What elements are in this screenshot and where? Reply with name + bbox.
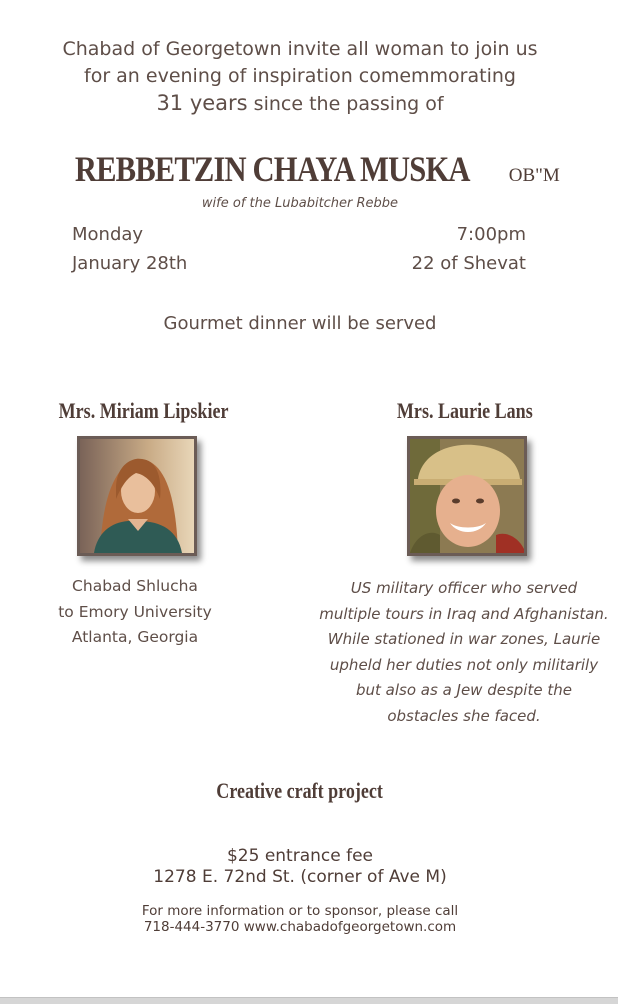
contact-line-2[interactable]: 718-444-3770 www.chabadofgeorgetown.com	[143, 919, 457, 935]
speaker-2-bio	[312, 576, 616, 730]
event-date-block	[72, 220, 187, 278]
intro-line-2: for an evening of inspiration comemmorating	[84, 65, 516, 87]
event-address: 1278 E. 72nd St. (corner of Ave M)	[153, 867, 447, 887]
bio-line: Chabad Shlucha	[72, 577, 198, 595]
event-hebrew-date: 22 of Shevat	[411, 253, 526, 274]
intro-passing: since the passing of	[247, 93, 444, 115]
invitation-intro	[0, 36, 600, 118]
event-date: January 28th	[72, 253, 188, 274]
dinner-note: Gourmet dinner will be served	[163, 313, 437, 334]
event-time-block	[412, 220, 526, 278]
bio-line: obstacles she faced.	[387, 706, 541, 725]
speaker-1-bio	[40, 574, 230, 651]
portrait-photo-icon	[410, 439, 524, 553]
contact-info	[0, 903, 600, 935]
portrait-photo-icon	[80, 439, 194, 553]
intro-years: 31 years	[156, 91, 248, 115]
honoree-title	[0, 148, 600, 190]
bio-line: but also as a Jew despite the	[356, 681, 572, 700]
bio-line: multiple tours in Iraq and Afghanistan.	[319, 604, 609, 623]
craft-heading: Creative craft project	[216, 778, 384, 803]
entrance-fee: $25 entrance fee	[226, 846, 374, 866]
intro-line-1: Chabad of Georgetown invite all woman to join us	[62, 38, 538, 60]
bio-line: to Emory University	[58, 602, 212, 621]
bio-line: Atlanta, Georgia	[71, 628, 199, 646]
honoree-suffix: OB"M	[508, 165, 560, 186]
event-day: Monday	[72, 224, 144, 245]
intro-line-3	[0, 90, 600, 118]
bio-line: While stationed in war zones, Laurie	[327, 630, 601, 649]
bottom-edge-bar	[0, 997, 618, 1004]
honoree-subtitle: wife of the Lubabitcher Rebbe	[201, 196, 399, 211]
honoree-name: REBBETZIN CHAYA MUSKA	[75, 149, 470, 189]
event-time: 7:00pm	[456, 224, 526, 245]
bio-line: US military officer who served	[350, 579, 578, 597]
speaker-1-photo	[77, 436, 197, 556]
speaker-2-photo	[407, 436, 527, 556]
bio-line: upheld her duties not only militarily	[329, 655, 599, 674]
speaker-2-name: Mrs. Laurie Lans	[397, 398, 533, 423]
fee-and-address	[0, 846, 600, 888]
speaker-1-name: Mrs. Miriam Lipskier	[58, 398, 229, 423]
contact-line-1: For more information or to sponsor, please call	[141, 903, 459, 919]
